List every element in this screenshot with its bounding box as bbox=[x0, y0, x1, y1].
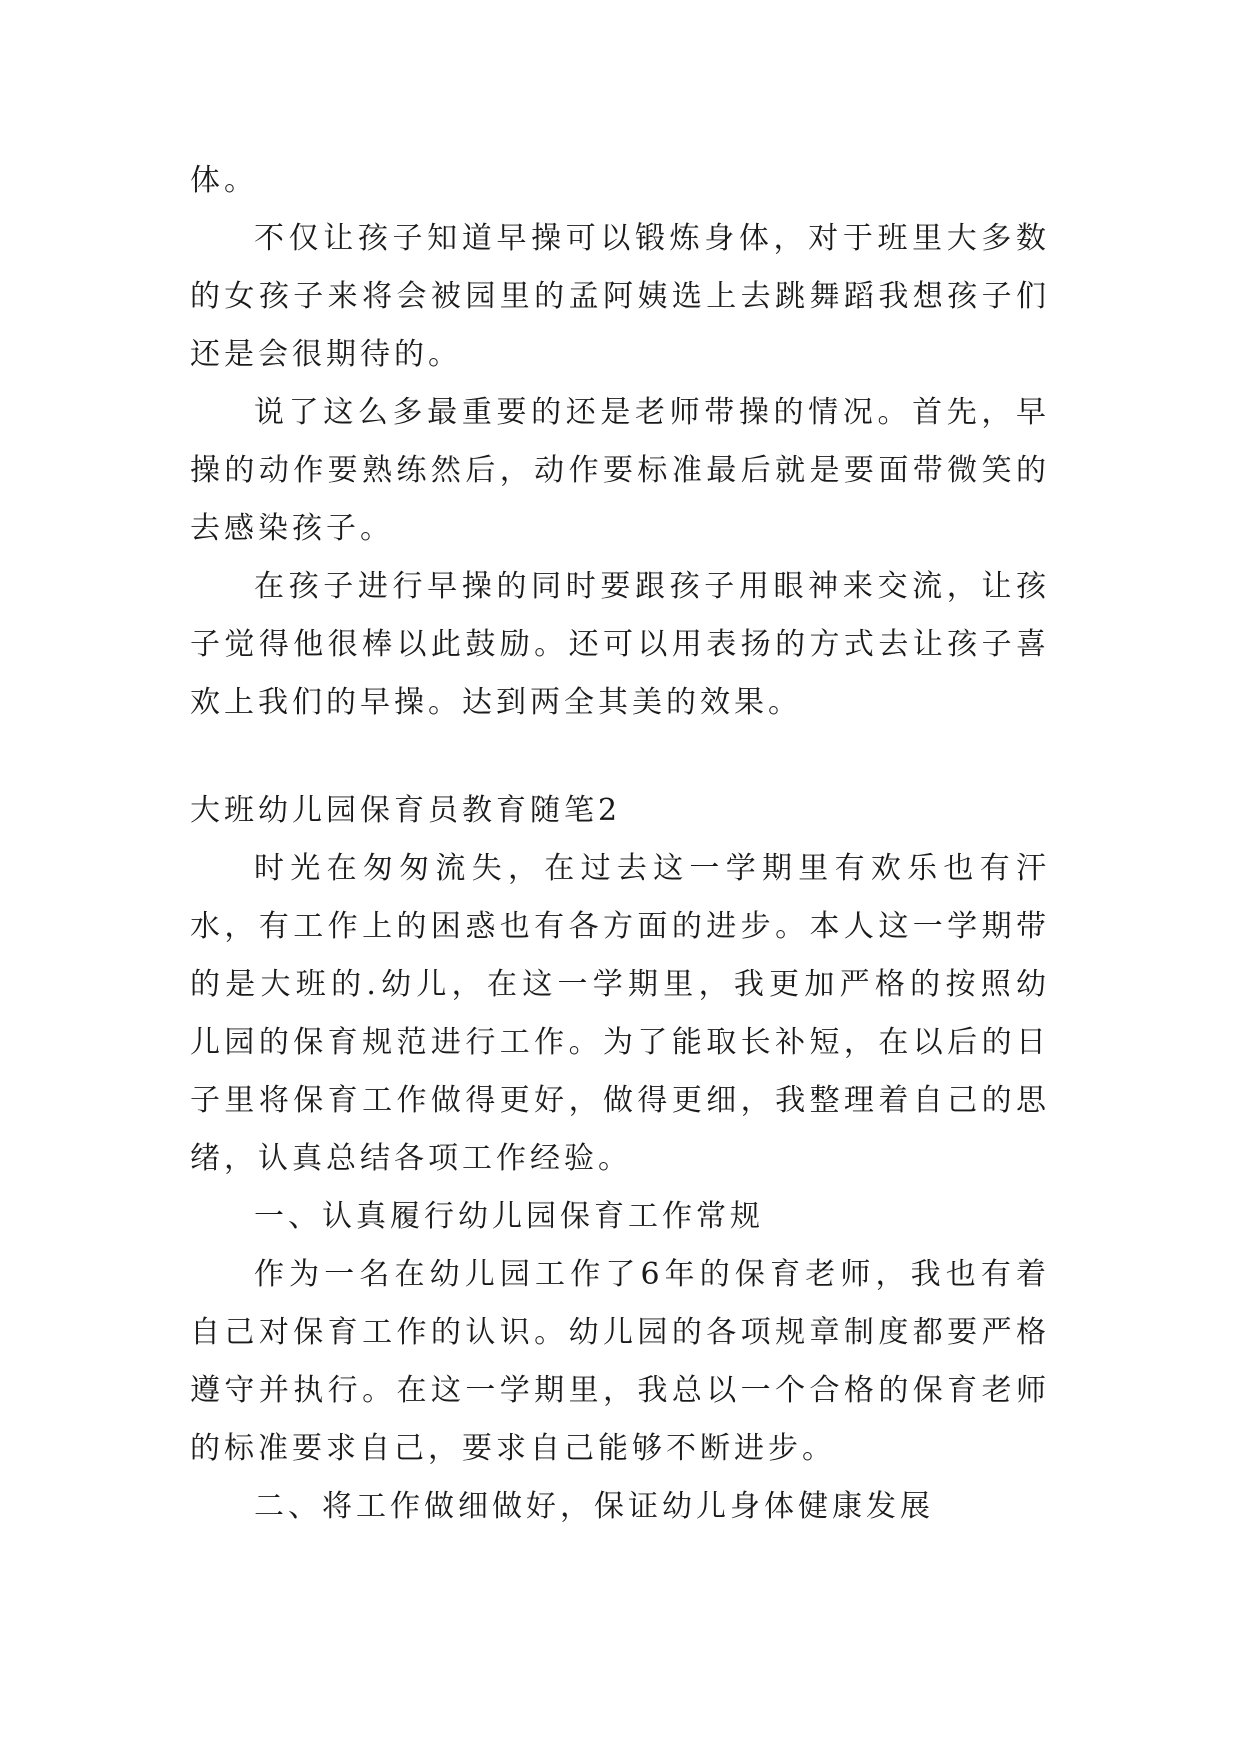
section-heading-2: 二、将工作做细做好，保证幼儿身体健康发展 bbox=[254, 1489, 934, 1524]
paragraph-4: 在孩子进行早操的同时要跟孩子用眼神来交流，让孩子觉得他很棒以此鼓励。还可以用表扬的方式去让孩子喜欢上我们的早操。达到两全其美的效果。 bbox=[190, 569, 1050, 720]
section-paragraph-1: 时光在匆匆流失，在过去这一学期里有欢乐也有汗水，有工作上的困惑也有各方面的进步。本人这一学期带的是大班的.幼儿，在这一学期里，我更加严格的按照幼儿园的保育规范进行工作。为了能取长补短，在以后的日子里将保育工作做得更好，做得更细，我整理着自己的思绪，认真总结各项工作经验。 bbox=[190, 851, 1050, 1176]
paragraph-3: 说了这么多最重要的还是老师带操的情况。首先，早操的动作要熟练然后，动作要标准最后就是要面带微笑的去感染孩子。 bbox=[190, 395, 1050, 546]
document-body bbox=[190, 152, 1050, 1536]
section-title: 大班幼儿园保育员教育随笔2 bbox=[190, 793, 622, 828]
paragraph-2: 不仅让孩子知道早操可以锻炼身体，对于班里大多数的女孩子来将会被园里的孟阿姨选上去跳舞蹈我想孩子们还是会很期待的。 bbox=[190, 221, 1050, 372]
section-heading-1: 一、认真履行幼儿园保育工作常规 bbox=[254, 1199, 764, 1234]
section-paragraph-2: 作为一名在幼儿园工作了6年的保育老师，我也有着自己对保育工作的认识。幼儿园的各项规章制度都要严格遵守并执行。在这一学期里，我总以一个合格的保育老师的标准要求自己，要求自己能够不断进步。 bbox=[190, 1257, 1050, 1466]
paragraph-1: 体。 bbox=[190, 163, 258, 198]
